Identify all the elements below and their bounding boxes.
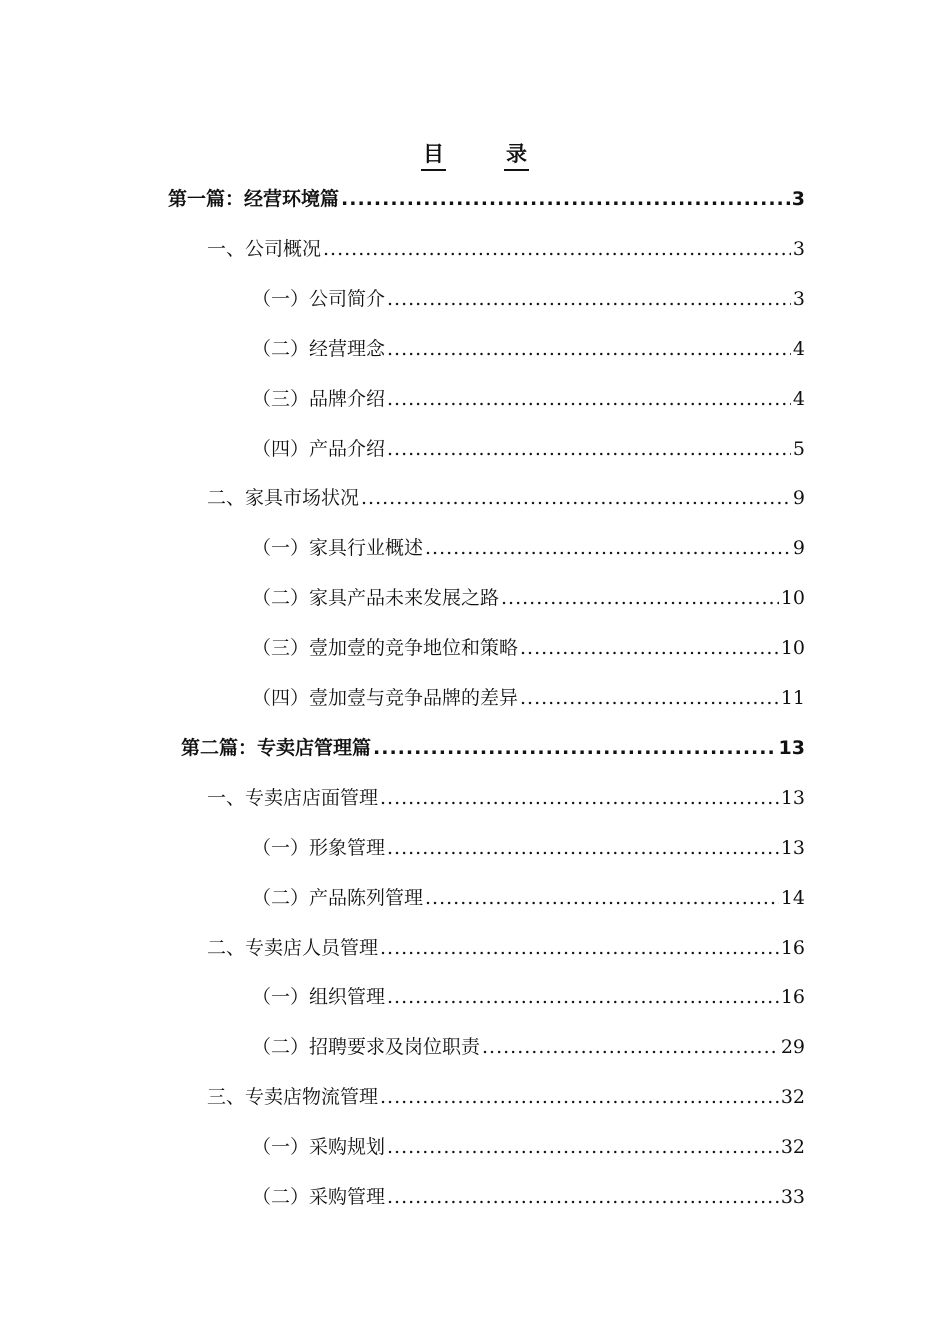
toc-entry-label: 第一篇：经营环境篇 [168, 188, 340, 210]
toc-leader-dots [380, 787, 779, 809]
toc-entry[interactable] [252, 1032, 805, 1062]
toc-page-number: 3 [792, 287, 805, 310]
toc-leader-dots [380, 937, 779, 959]
toc-leader-dots [425, 537, 791, 559]
toc-leader-dots [387, 388, 791, 410]
toc-page-number: 10 [780, 587, 805, 610]
toc-entry[interactable] [168, 184, 805, 214]
toc-entry-label: （一）公司简介 [252, 287, 386, 310]
toc-title-left: 目 [421, 138, 446, 171]
toc-entry-label: （一）组织管理 [252, 986, 386, 1009]
toc-entry-label: （二）产品陈列管理 [252, 886, 424, 909]
toc-page-number: 5 [792, 437, 805, 460]
toc-entry-label: （二）经营理念 [252, 337, 386, 360]
toc-entry[interactable] [252, 284, 805, 314]
toc-leader-dots [387, 1136, 779, 1158]
toc-leader-dots [501, 587, 779, 609]
toc-leader-dots [520, 637, 779, 659]
toc-entry-label: 第二篇：专卖店管理篇 [181, 736, 372, 759]
toc-leader-dots [387, 338, 791, 360]
toc-leader-dots [387, 438, 791, 460]
toc-entry-label: （一）家具行业概述 [252, 537, 424, 560]
toc-title-right: 录 [504, 138, 529, 171]
toc-leader-dots [482, 1036, 779, 1058]
toc-page-number: 32 [780, 1086, 805, 1109]
toc-entry[interactable] [252, 982, 805, 1012]
toc-page-number: 3 [791, 188, 805, 210]
toc-entry-label: （二）家具产品未来发展之路 [252, 587, 500, 610]
toc-entry[interactable] [207, 234, 805, 264]
toc-page-number: 32 [780, 1136, 805, 1159]
toc-entry[interactable] [207, 783, 805, 813]
toc-leader-dots [341, 188, 790, 210]
toc-entry-label: （三）品牌介绍 [252, 387, 386, 410]
toc-entry-label: （二）采购管理 [252, 1186, 386, 1208]
toc-entry[interactable] [252, 533, 805, 563]
toc-leader-dots [361, 487, 791, 509]
toc-page-number: 4 [792, 387, 805, 410]
toc-entry[interactable] [252, 883, 805, 913]
toc-leader-dots [380, 1086, 779, 1108]
toc-entry[interactable] [207, 933, 805, 963]
toc-page-number: 13 [780, 836, 805, 859]
toc-leader-dots [387, 837, 779, 859]
toc-entry-label: （二）招聘要求及岗位职责 [252, 1036, 481, 1059]
toc-entry[interactable] [252, 1182, 805, 1212]
toc-page-number: 13 [780, 786, 805, 809]
toc-entry-label: （一）形象管理 [252, 836, 386, 859]
toc-page-number: 9 [792, 537, 805, 560]
toc-entry-label: 一、专卖店店面管理 [207, 786, 379, 809]
toc-entry-label: 一、公司概况 [207, 237, 322, 260]
toc-entry-label: 二、家具市场状况 [207, 487, 360, 510]
toc-page-number: 3 [792, 237, 805, 260]
toc-page-number: 16 [780, 986, 805, 1009]
toc-leader-dots [425, 887, 779, 909]
toc-entry[interactable] [181, 733, 805, 763]
toc-entry-label: （四）壹加壹与竞争品牌的差异 [252, 687, 519, 709]
toc-entry[interactable] [252, 633, 805, 663]
toc-leader-dots [323, 238, 791, 260]
toc-page-number: 16 [780, 936, 805, 959]
toc-entry[interactable] [252, 334, 805, 364]
toc-entry-label: （四）产品介绍 [252, 437, 386, 460]
toc-entry[interactable] [252, 833, 805, 863]
toc-leader-dots [387, 288, 791, 310]
toc-entry-label: （一）采购规划 [252, 1136, 386, 1159]
toc-page-number: 4 [792, 337, 805, 360]
toc-page-number: 33 [780, 1186, 805, 1208]
toc-page-number: 14 [780, 886, 805, 909]
toc-entry[interactable] [207, 1082, 805, 1112]
toc-entry[interactable] [252, 434, 805, 464]
toc-entry[interactable] [252, 384, 805, 414]
toc-page-number: 13 [778, 736, 805, 759]
toc-entry[interactable] [252, 683, 805, 713]
toc-entry[interactable] [252, 583, 805, 613]
toc-entry-label: 三、专卖店物流管理 [207, 1086, 379, 1109]
toc-entry[interactable] [207, 483, 805, 513]
toc-page-number: 11 [780, 687, 805, 709]
toc-page-number: 29 [780, 1036, 805, 1059]
toc-entry-label: （三）壹加壹的竞争地位和策略 [252, 637, 519, 660]
toc-entry-label: 二、专卖店人员管理 [207, 936, 379, 959]
toc-leader-dots [520, 687, 779, 709]
toc-leader-dots [373, 737, 777, 759]
toc-page-number: 9 [792, 487, 805, 510]
toc-leader-dots [387, 1186, 779, 1208]
toc-leader-dots [387, 986, 779, 1008]
toc-entry[interactable] [252, 1132, 805, 1162]
toc-page-number: 10 [780, 637, 805, 660]
